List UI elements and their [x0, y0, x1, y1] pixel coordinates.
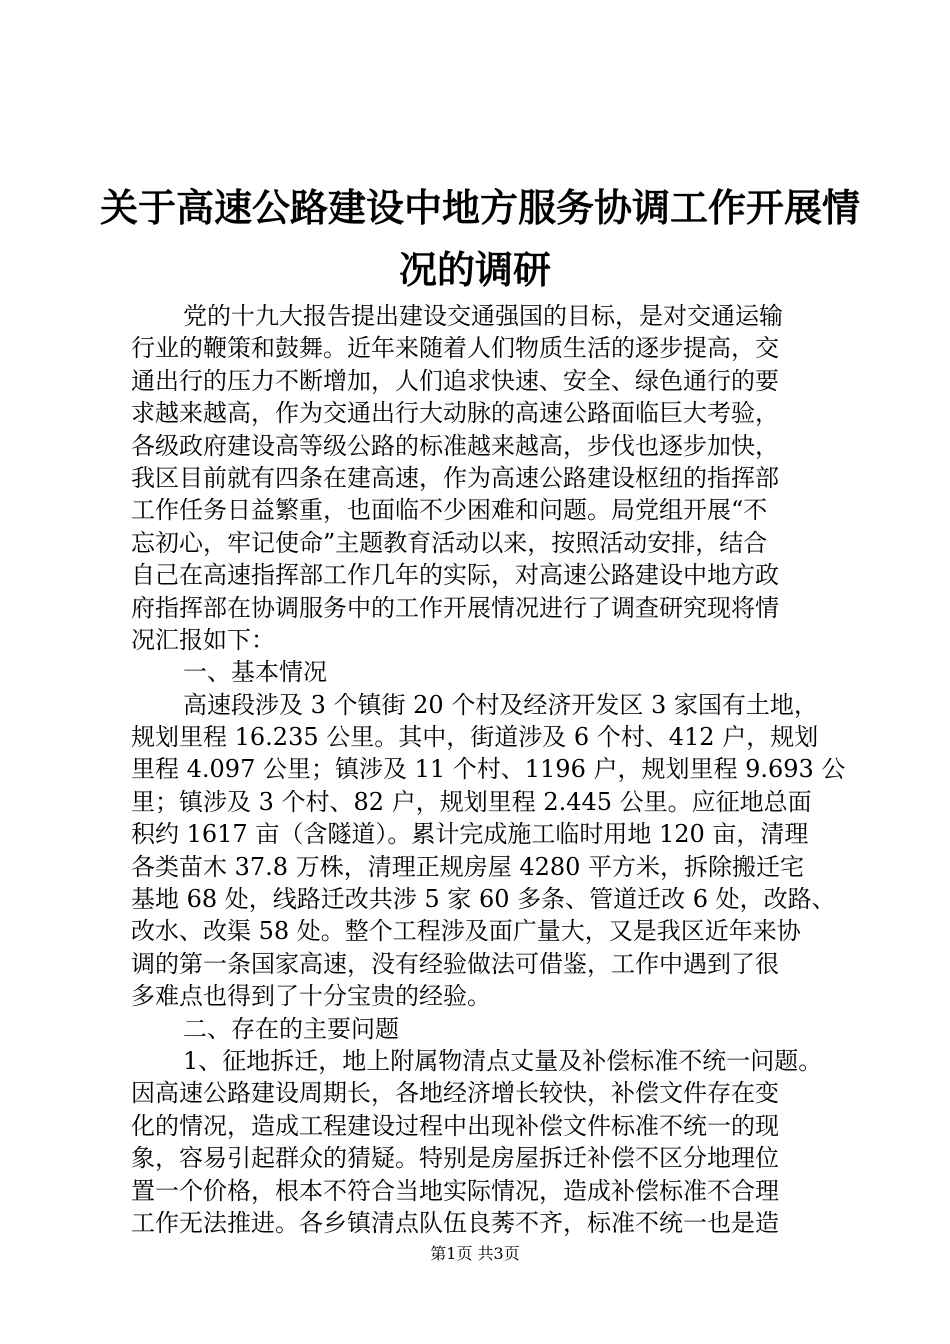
paragraph-line: 多难点也得到了十分宝贵的经验。	[131, 982, 491, 1011]
paragraph-line: 里；镇涉及 3 个村、82 户，规划里程 2.445 公里。应征地总面	[131, 787, 812, 816]
paragraph-line: 化的情况，造成工程建设过程中出现补偿文件标准不统一的现	[131, 1111, 779, 1140]
paragraph-line: 自己在高速指挥部工作几年的实际，对高速公路建设中地方政	[131, 561, 779, 590]
document-title-line-2: 况的调研	[398, 248, 551, 292]
section-heading: 二、存在的主要问题	[183, 1014, 399, 1043]
paragraph-line: 高速段涉及 3 个镇街 20 个村及经济开发区 3 家国有土地，	[183, 690, 818, 719]
paragraph-line: 我区目前就有四条在建高速，作为高速公路建设枢纽的指挥部	[131, 463, 779, 492]
paragraph-line: 党的十九大报告提出建设交通强国的目标，是对交通运输	[183, 302, 783, 330]
paragraph-line: 因高速公路建设周期长，各地经济增长较快，补偿文件存在变	[131, 1079, 779, 1108]
document-title-line-1: 关于高速公路建设中地方服务协调工作开展情	[100, 186, 861, 230]
paragraph-line: 各类苗木 37.8 万株，清理正规房屋 4280 平方米，拆除搬迁宅	[131, 852, 805, 881]
paragraph-line: 规划里程 16.235 公里。其中，街道涉及 6 个村、412 户，规划	[131, 723, 819, 752]
paragraph-line: 工作无法推进。各乡镇清点队伍良莠不齐，标准不统一也是造	[131, 1208, 779, 1237]
paragraph-line: 忘初心，牢记使命”主题教育活动以来，按照活动安排，结合	[131, 528, 768, 557]
document-body	[131, 300, 861, 1239]
paragraph-line: 调的第一条国家高速，没有经验做法可借鉴，工作中遇到了很	[131, 949, 779, 978]
paragraph-line: 积约 1617 亩（含隧道）。累计完成施工临时用地 120 亩，清理	[131, 820, 809, 849]
paragraph-line: 求越来越高，作为交通出行大动脉的高速公路面临巨大考验，	[131, 399, 779, 428]
paragraph-line: 改水、改渠 58 处。整个工程涉及面广量大，又是我区近年来协	[131, 917, 801, 946]
paragraph-line: 各级政府建设高等级公路的标准越来越高，步伐也逐步加快，	[131, 431, 779, 460]
paragraph-line: 置一个价格，根本不符合当地实际情况，造成补偿标准不合理	[131, 1176, 779, 1205]
paragraph-line: 基地 68 处，线路迁改共涉 5 家 60 多条、管道迁改 6 处，改路、	[131, 885, 836, 914]
paragraph-line: 通出行的压力不断增加，人们追求快速、安全、绿色通行的要	[131, 366, 779, 395]
paragraph-line: 里程 4.097 公里；镇涉及 11 个村、1196 户，规划里程 9.693 公	[131, 755, 846, 784]
page-number-footer: 第1页 共3页	[430, 1244, 520, 1263]
section-heading: 一、基本情况	[183, 658, 327, 687]
paragraph-line: 府指挥部在协调服务中的工作开展情况进行了调查研究现将情	[131, 593, 779, 622]
paragraph-line: 1、征地拆迁，地上附属物清点丈量及补偿标准不统一问题。	[183, 1046, 823, 1075]
paragraph-line: 工作任务日益繁重，也面临不少困难和问题。局党组开展“不	[131, 496, 768, 525]
paragraph-line: 行业的鞭策和鼓舞。近年来随着人们物质生活的逐步提高，交	[131, 334, 779, 363]
paragraph-line: 况汇报如下：	[131, 625, 275, 654]
paragraph-line: 象，容易引起群众的猜疑。特别是房屋拆迁补偿不区分地理位	[131, 1144, 779, 1173]
